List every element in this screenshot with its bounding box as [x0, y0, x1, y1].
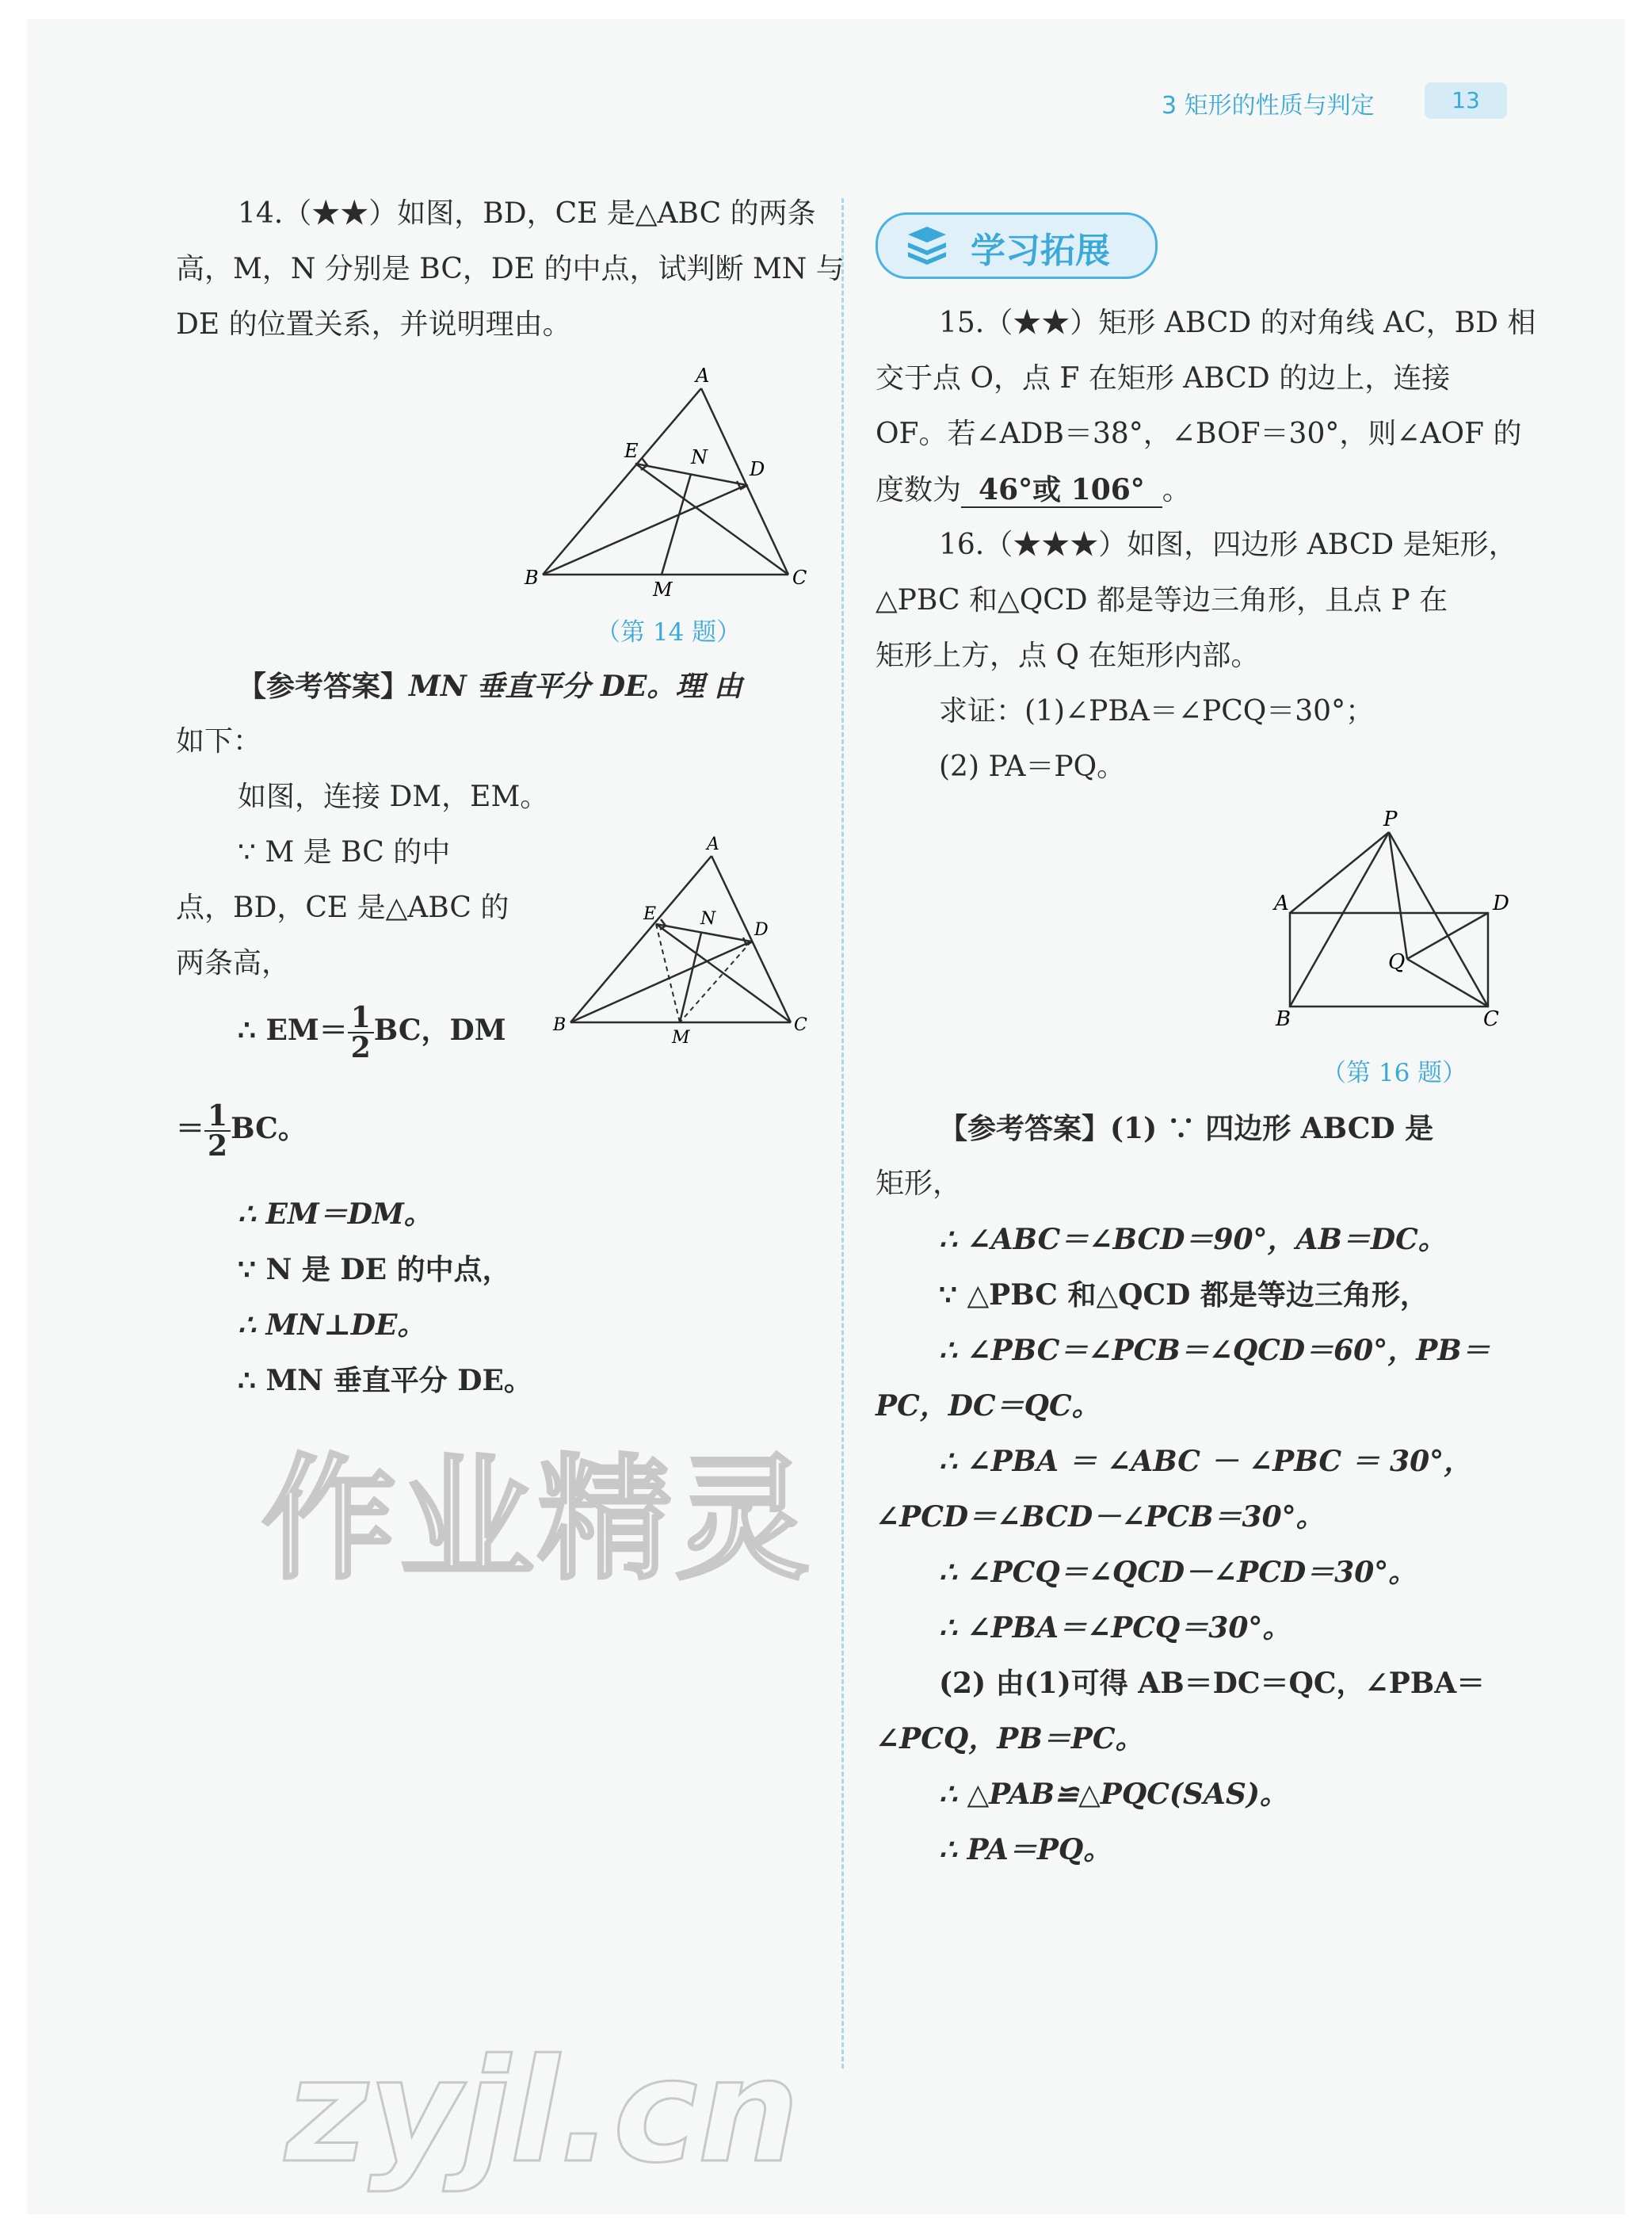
q14-answer-line-1: 如下： [176, 725, 262, 758]
q16-answer-line-5: ∴ ∠PBC＝∠PCB＝∠QCD＝60°，PB＝ [939, 1334, 1490, 1367]
fig14b-label-c: C [794, 1015, 807, 1035]
q16-answer-line-13: ∴ △PAB≌△PQC(SAS)。 [939, 1778, 1288, 1811]
q16-answer-line-11: (2) 由(1)可得 AB＝DC＝QC，∠PBA＝ [939, 1667, 1486, 1700]
fig16-label-c: C [1483, 1007, 1499, 1031]
fig16-label-d: D [1493, 892, 1509, 915]
q14-em-line [238, 1003, 506, 1062]
q14-answer-first-line [238, 667, 742, 706]
q16-answer-line-7: ∴ ∠PBA ＝ ∠ABC － ∠PBC ＝ 30°， [939, 1445, 1473, 1478]
q16-line-3: 矩形上方，点 Q 在矩形内部。 [876, 640, 1260, 672]
q16-answer-line-6: PC，DC＝QC。 [876, 1389, 1101, 1423]
q15-last-prefix: 度数为 [876, 474, 962, 506]
q16-line-1: 16.（★★★）如图，四边形 ABCD 是矩形， [939, 529, 1517, 561]
fig14b-label-d: D [754, 920, 769, 940]
q16-answer-line-4: ∵ △PBC 和△QCD 都是等边三角形， [939, 1278, 1429, 1312]
q14-tail-4: ∴ MN 垂直平分 DE。 [238, 1364, 532, 1397]
section-banner-title: 学习拓展 [971, 231, 1110, 271]
books-icon [903, 223, 951, 265]
fig14b-label-a: A [707, 835, 719, 854]
q15-line-2: 交于点 O，点 F 在矩形 ABCD 的边上，连接 [876, 362, 1451, 395]
q15-line-1: 15.（★★）矩形 ABCD 的对角线 AC，BD 相 [939, 307, 1536, 339]
fig16-label-q: Q [1388, 950, 1406, 974]
fig14b-label-e: E [643, 904, 657, 924]
q16-answer-line-9: ∴ ∠PCQ＝∠QCD－∠PCD＝30°。 [939, 1556, 1417, 1589]
frac-numerator: 1 [348, 1003, 374, 1033]
figure-16 [1268, 800, 1509, 1031]
q14-em-suffix: BC，DM [373, 1014, 506, 1047]
q16-line-5: (2) PA＝PQ。 [939, 751, 1126, 783]
fig14-label-b: B [525, 567, 539, 589]
fig14b-label-m: M [672, 1028, 690, 1048]
q16-answer-line-12: ∠PCQ，PB＝PC。 [876, 1722, 1144, 1755]
q16-answer-line-3: ∴ ∠ABC＝∠BCD＝90°，AB＝DC。 [939, 1223, 1447, 1256]
figure-14 [515, 361, 816, 601]
fig14b-label-b: B [553, 1015, 567, 1035]
fig16-label-b: B [1276, 1007, 1291, 1031]
q14-line-1: 14.（★★）如图，BD，CE 是△ABC 的两条 [238, 197, 816, 230]
q16-answer-head: 【参考答案】 [939, 1112, 1111, 1145]
q14-dm-suffix: BC。 [231, 1112, 307, 1145]
fig16-label-p: P [1383, 808, 1398, 831]
q14-dm-line [176, 1099, 307, 1163]
fig14-label-m: M [653, 579, 673, 601]
q16-answer-line-14: ∴ PA＝PQ。 [939, 1833, 1112, 1866]
q15-last-suffix: 。 [1162, 474, 1191, 506]
q14-answer-line-5: 两条高， [176, 947, 291, 980]
q16-answer-line-1 [939, 1110, 1433, 1148]
fig14b-label-n: N [700, 909, 716, 929]
q14-answer-line-2: 如图，连接 DM，EM。 [238, 781, 549, 813]
fig14-label-c: C [792, 567, 807, 589]
q16-caption: （第 16 题） [1322, 1059, 1467, 1087]
frac-numerator: 1 [204, 1102, 231, 1132]
q15-line-4 [876, 471, 1191, 510]
q16-answer-line-8: ∠PCD＝∠BCD－∠PCB＝30°。 [876, 1500, 1325, 1534]
figure-14-answer [547, 834, 816, 1056]
page-number: 13 [1425, 82, 1507, 119]
fig16-label-a: A [1274, 892, 1289, 915]
q14-answer-head: 【参考答案】 [238, 670, 410, 703]
q16-answer-first: (1) ∵ 四边形 ABCD 是 [1110, 1112, 1434, 1145]
q14-line-3: DE 的位置关系，并说明理由。 [176, 308, 571, 341]
q14-answer-line-4: 点，BD，CE 是△ABC 的 [176, 892, 509, 924]
q14-answer-line-3: ∵ M 是 BC 的中 [238, 836, 451, 869]
section-title: 3 矩形的性质与判定 [1162, 92, 1375, 120]
q14-fraction-dm [204, 1099, 231, 1163]
frac-denominator: 2 [208, 1129, 228, 1163]
q14-fraction-em [348, 1003, 374, 1062]
q14-tail-1: ∴ EM＝DM。 [238, 1198, 433, 1231]
q14-tail-2: ∵ N 是 DE 的中点， [238, 1253, 511, 1286]
column-divider [841, 198, 844, 2068]
fig14-label-d: D [750, 458, 765, 480]
q15-line-3: OF。若∠ADB＝38°，∠BOF＝30°，则∠AOF 的 [876, 418, 1522, 450]
q14-em-prefix: ∴ EM＝ [238, 1014, 348, 1047]
q14-answer-first: MN 垂直平分 DE。理 由 [409, 670, 743, 703]
q15-answer: 46°或 106° [961, 473, 1162, 508]
q16-line-4: 求证：(1)∠PBA＝∠PCQ＝30°； [939, 695, 1375, 728]
fig14-label-a: A [696, 365, 710, 387]
watermark-zuoye-jingling: 作业精灵 [261, 1442, 814, 1599]
q16-line-2: △PBC 和△QCD 都是等边三角形，且点 P 在 [876, 584, 1448, 617]
q16-answer-line-10: ∴ ∠PBA＝∠PCQ＝30°。 [939, 1611, 1291, 1644]
frac-denominator: 2 [350, 1031, 371, 1064]
q14-tail-3: ∴ MN⊥DE。 [238, 1308, 426, 1342]
fig14-label-e: E [624, 440, 639, 462]
q16-answer-line-2: 矩形， [876, 1167, 962, 1200]
q14-line-2: 高，M，N 分别是 BC，DE 的中点，试判断 MN 与 [176, 253, 845, 285]
q14-caption: （第 14 题） [596, 618, 742, 647]
q14-dm-prefix: ＝ [176, 1112, 205, 1145]
fig14-label-n: N [691, 446, 708, 468]
watermark-zyjl: zyjl.cn [285, 2029, 799, 2195]
